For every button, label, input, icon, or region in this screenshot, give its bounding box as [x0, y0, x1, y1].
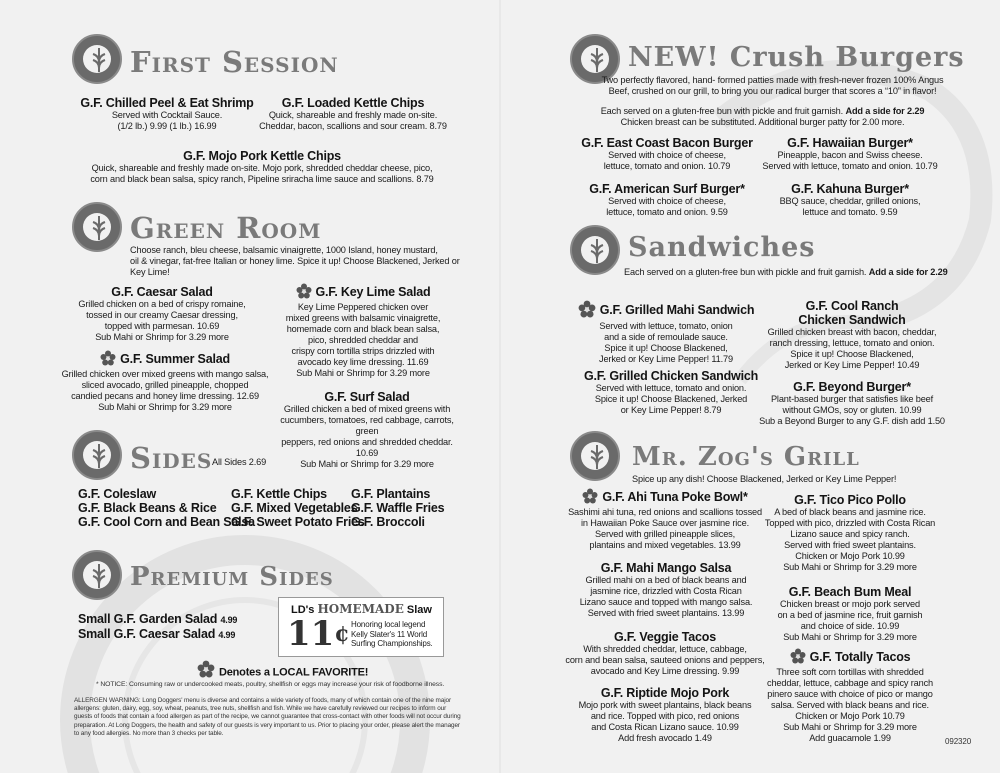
section-title-premium-sides: Premium Sides	[130, 562, 334, 592]
premium-sides-list: Small G.F. Garden Salad 4.99 Small G.F. Caesar Salad 4.99	[78, 612, 238, 641]
local-favorite-flower-icon	[790, 648, 806, 667]
menu-item-beach-bum-meal: G.F. Beach Bum Meal Chicken breast or mojo pork served on a bed of jasmine rice, fruit garnish and choice of side. 10.99 Sub Mahi or Shrimp for 3.29 more	[777, 585, 923, 642]
menu-item-riptide-mojo-pork: G.F. Riptide Mojo Pork Mojo pork with sweet plantains, black beans and rice. Topped with pico, red onions and Costa Rican Lizano sauce. 10.99 Add fresh avocado 1.49	[578, 686, 752, 743]
local-favorite-flower-icon	[100, 350, 116, 369]
gluten-friendly-badge-icon	[72, 550, 122, 600]
section-title-sides: Sides	[130, 441, 213, 475]
section-title-first-session: First Session	[130, 45, 339, 79]
menu-item-east-coast-burger: G.F. East Coast Bacon Burger Served with choice of cheese, lettuce, tomato and onion. 10.79	[581, 136, 753, 171]
gluten-friendly-badge-icon	[72, 34, 122, 84]
homemade-slaw-promo	[278, 597, 444, 657]
menu-item-beyond-burger: G.F. Beyond Burger* Plant-based burger that satisfies like beef without GMOs, soy or gluten. 10.99 Sub a Beyond Burger to any G.F. dish add 1.50	[759, 380, 945, 426]
menu-item-caesar-salad: G.F. Caesar Salad Grilled chicken on a bed of crispy romaine, tossed in our creamy Caesar dressing, topped with parmesan. 10.69 Sub Mahi or Shrimp for 3.29 more	[78, 285, 246, 342]
menu-item-cool-ranch-sandwich: G.F. Cool Ranch Chicken Sandwich Grilled chicken breast with bacon, cheddar, ranch dressing, lettuce, tomato and onion. Spice it up! Choose Blackened, Jerked or Key Lime Pepper! 10.49	[767, 299, 937, 370]
slaw-homemade: HOMEMADE	[317, 602, 404, 616]
section-title-zogs-grill: Mr. Zog's Grill	[632, 442, 860, 472]
raw-food-notice: * NOTICE: Consuming raw or undercooked meats, poultry, shellfish or eggs may increase your risk of foodborne illness.	[96, 681, 445, 688]
menu-item-kettle-chips: G.F. Loaded Kettle Chips Quick, shareable and freshly made on-site. Cheddar, bacon, scallions and sour cream. 8.79	[259, 96, 447, 131]
menu-item-mojo-chips: G.F. Mojo Pork Kettle Chips Quick, shareable and freshly made on-site. Mojo pork, shredded cheddar cheese, pico, corn and black bean salsa, spicy ranch, Pipeline sriracha lime sauce and scallions. 8.79	[90, 149, 434, 184]
menu-item-mahi-mango-salsa: G.F. Mahi Mango Salsa Grilled mahi on a bed of black beans and jasmine rice, drizzled with Costa Rican Lizano sauce and topped with mango salsa. Served with fried sweet plantains. 13.99	[579, 561, 753, 618]
local-favorite-legend: Denotes a LOCAL FAVORITE!	[197, 660, 368, 683]
sandwiches-serve-note: Each served on a gluten-free bun with pickle and fruit garnish. Add a side for 2.29	[624, 267, 948, 277]
zogs-grill-intro: Spice up any dish! Choose Blackened, Jerked or Key Lime Pepper!	[632, 474, 897, 484]
local-favorite-flower-icon	[578, 300, 596, 321]
local-favorite-flower-icon	[582, 488, 598, 507]
sides-column-2: G.F. Kettle Chips G.F. Mixed Vegetables G.F. Sweet Potato Fries	[231, 487, 365, 529]
menu-item-hawaiian-burger: G.F. Hawaiian Burger* Pineapple, bacon and Swiss cheese. Served with lettuce, tomato and onion. 10.79	[762, 136, 938, 171]
menu-item-grilled-mahi-sandwich: G.F. Grilled Mahi Sandwich Served with lettuce, tomato, onion and a side of remoulade sauce. Spice it up! Choose Blackened, Jerked or Key Lime Pepper! 11.79	[560, 300, 772, 365]
slaw-price: 11	[287, 614, 335, 654]
slaw-description: Honoring local legend Kelly Slater's 11 World Surfing Championships.	[351, 620, 433, 648]
menu-item-summer-salad: G.F. Summer Salad Grilled chicken over mixed greens with mango salsa, sliced avocado, grilled pineapple, chopped candied pecans and honey lime dressing. 12.69 Sub Mahi or Shrimp for 3.29 more	[61, 351, 269, 412]
local-favorite-flower-icon	[197, 660, 215, 683]
menu-item-kahuna-burger: G.F. Kahuna Burger* BBQ sauce, cheddar, grilled onions, lettuce and tomato. 9.59	[779, 182, 921, 217]
gluten-friendly-badge-icon	[570, 431, 620, 481]
menu-item-tico-pico-pollo: G.F. Tico Pico Pollo A bed of black beans and jasmine rice. Topped with pico, drizzled with Costa Rican Lizano sauce and spicy ranch. Served with fried sweet plantains. Chicken or Mojo Pork 10.99 Sub Mahi or Shrimp for 3.29 more	[764, 493, 936, 572]
slaw-cent: ¢	[334, 621, 350, 647]
local-favorite-flower-icon	[296, 283, 312, 302]
menu-item-surf-salad: G.F. Surf Salad Grilled chicken a bed of mixed greens with cucumbers, tomatoes, red cabbage, carrots, green peppers, red onions and shredded cheddar. 10.69 Sub Mahi or Shrimp for 3.29 more	[280, 390, 454, 469]
sides-price-note: All Sides 2.69	[212, 457, 267, 467]
gluten-friendly-badge-icon	[570, 225, 620, 275]
menu-item-american-surf-burger: G.F. American Surf Burger* Served with choice of cheese, lettuce, tomato and onion. 9.59	[589, 182, 745, 217]
crush-burgers-intro: Two perfectly flavored, hand- formed patties made with fresh-never frozen 100% Angus Beef, crushed on our grill, to bring you our radical burger that scores a “10” in flavor!	[601, 75, 944, 96]
section-title-green-room: Green Room	[130, 211, 322, 245]
allergen-warning: ALLERGEN WARNING: Long Doggers' menu is diverse and contains a wide variety of foods, many of which contain one of the nine major allergens: gluten, dairy, egg, soy, wheat, peanuts, tree nuts, shellfish and fish. While we have carefully reviewed our recipes to inform our guests of foods that contain a food allergen as part of the recipe, we cannot guarantee that cross-contact with other foods will not occur during preparation. At Long Doggers, the health and safety of our guests is very important to us. Prior to placing your order, please alert the manager to any food allergies. No more than 3 checks per table.	[74, 697, 461, 737]
section-title-sandwiches: Sandwiches	[628, 232, 816, 263]
slaw-prefix: LD's	[291, 604, 315, 616]
sides-column-3: G.F. Plantains G.F. Waffle Fries G.F. Broccoli	[351, 487, 445, 529]
menu-item-key-lime-salad: G.F. Key Lime Salad Key Lime Peppered chicken over mixed greens with balsamic vinaigrette, homemade corn and black bean salsa, pico, shredded cheddar and crispy corn tortilla strips drizzled with avocado key lime dressing. 11.69 Sub Mahi or Shrimp for 3.29 more	[285, 284, 441, 378]
menu-item-veggie-tacos: G.F. Veggie Tacos With shredded cheddar, lettuce, cabbage, corn and bean salsa, sauteed onions and peppers, avocado and Key Lime dressing. 9.99	[565, 630, 765, 676]
sides-column-1: G.F. Coleslaw G.F. Black Beans & Rice G.F. Cool Corn and Bean Salsa	[78, 487, 255, 529]
gluten-friendly-badge-icon	[72, 430, 122, 480]
section-title-crush-burgers: NEW! Crush Burgers	[628, 42, 965, 73]
menu-code: 092320	[945, 737, 972, 746]
crush-burgers-serve-note: Each served on a gluten-free bun with pickle and fruit garnish. Add a side for 2.29 Chicken breast can be substituted. Additional burger patty for 2.00 more.	[600, 106, 925, 127]
menu-item-grilled-chicken-sandwich: G.F. Grilled Chicken Sandwich Served with lettuce, tomato and onion. Spice it up! Choose Blackened, Jerked or Key Lime Pepper! 8.79	[583, 369, 759, 415]
slaw-suffix: Slaw	[406, 604, 432, 616]
menu-item-totally-tacos: G.F. Totally Tacos Three soft corn tortillas with shredded cheddar, lettuce, cabbage and spicy ranch pinero sauce with choice of pico or mango salsa. Served with black beans and rice. Chicken or Mojo Pork 10.79 Sub Mahi or Shrimp for 3.29 more Add guacamole 1.99	[767, 649, 933, 743]
green-room-intro: Choose ranch, bleu cheese, balsamic vinaigrette, 1000 Island, honey mustard, oil & vinegar, fat-free Italian or honey lime. Spice it up! Choose Blackened, Jerked or Key Lime!	[130, 245, 460, 277]
menu-item-ahi-tuna-poke-bowl: G.F. Ahi Tuna Poke Bowl* Sashimi ahi tuna, red onions and scallions tossed in Hawaiian Poke Sauce over jasmine rice. Served with grilled pineapple slices, plantains and mixed vegetables. 13.99	[568, 489, 762, 550]
gluten-friendly-badge-icon	[72, 202, 122, 252]
menu-item-shrimp: G.F. Chilled Peel & Eat Shrimp Served with Cocktail Sauce. (1/2 lb.) 9.99 (1 lb.) 16.99	[80, 96, 254, 131]
